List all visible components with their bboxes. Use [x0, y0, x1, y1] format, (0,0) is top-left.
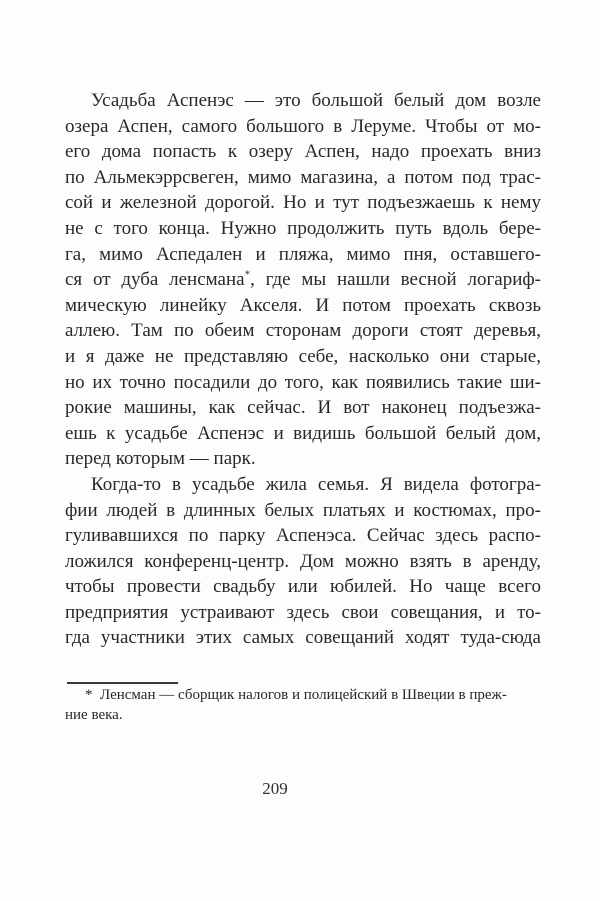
text-line: по Альмекэррсвеген, мимо магазина, а потом под трас-: [65, 166, 541, 188]
text-line: рокие машины, как сейчас. И вот наконец подъезжа-: [65, 397, 541, 419]
text-line: предприятия устраивают здесь свои совещания, и то-: [65, 601, 541, 623]
text-line: не с того конца. Нужно продолжить путь вдоль бере-: [65, 217, 541, 239]
text-line: сой и железной дорогой. Но и тут подъезжаешь к нему: [65, 192, 541, 214]
text-line: аллею. Там по обеим сторонам дороги стоят деревья,: [65, 320, 541, 342]
footnote-separator: [67, 682, 178, 684]
text-line: ешь к усадьбе Аспенэс и видишь большой белый дом,: [65, 422, 541, 444]
page-body: [65, 88, 541, 651]
footnote-line: * Ленсман — сборщик налогов и полицейский в Швеции в преж-: [85, 687, 507, 703]
text-line: ложился конференц-центр. Дом можно взять в аренду,: [65, 550, 541, 572]
text-line: фии людей в длинных белых платьях и костюмах, про-: [65, 499, 541, 521]
text-line: ся от дуба ленсмана*, где мы нашли весной логариф-: [65, 268, 541, 291]
footnote-line: ние века.: [65, 706, 123, 723]
text-line: чтобы провести свадьбу или юбилей. Но чаще всего: [65, 576, 541, 598]
text-line: Когда-то в усадьбе жила семья. Я видела фотогра-: [91, 473, 541, 495]
text-line: и я даже не представляю себе, насколько они старые,: [65, 345, 541, 367]
text-line: Усадьба Аспенэс — это большой белый дом возле: [91, 90, 541, 111]
footnote: [65, 686, 541, 725]
text-line: га, мимо Аспедален и пляжа, мимо пня, оставшего-: [65, 243, 541, 265]
text-line: перед которым — парк.: [65, 448, 256, 470]
page-number: 209: [262, 779, 288, 798]
text-line: озера Аспен, самого большого в Леруме. Чтобы от мо-: [65, 115, 541, 137]
text-line: мическую линейку Акселя. И потом проехать сквозь: [65, 294, 541, 316]
text-line: но их точно посадили до того, как появились такие ши-: [65, 371, 541, 393]
text-line: его дома попасть к озеру Аспен, надо проехать вниз: [65, 141, 541, 163]
footnote-marker: *: [244, 268, 251, 281]
text-line: гда участники этих самых совещаний ходят туда-сюда: [65, 627, 541, 649]
text-line: гуливавшихся по парку Аспенэса. Сейчас здесь распо-: [65, 525, 541, 547]
